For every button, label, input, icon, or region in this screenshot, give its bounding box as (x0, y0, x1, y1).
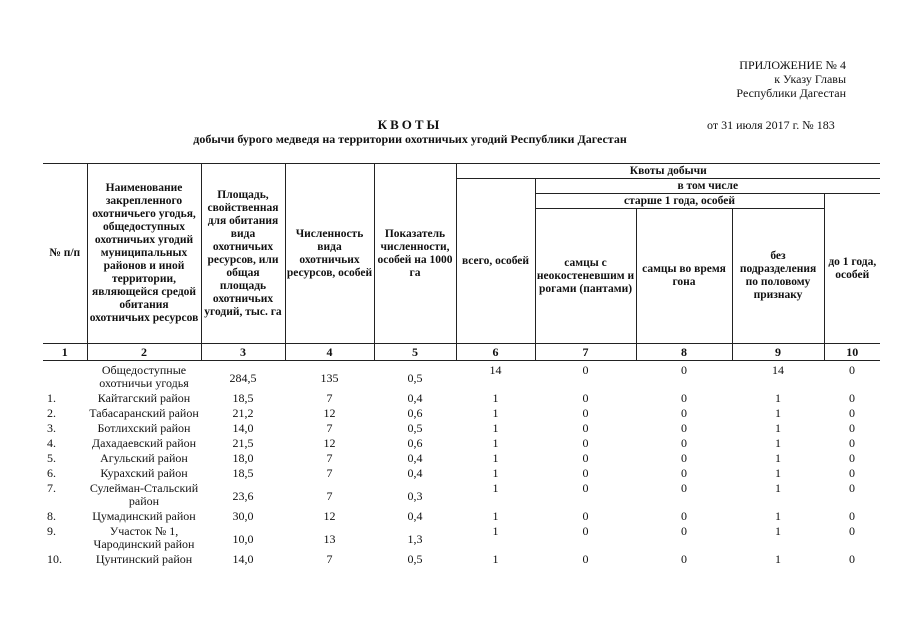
cell-total: 1 (492, 524, 499, 538)
cell-total: 1 (492, 466, 499, 480)
cell-density: 0,6 (407, 406, 423, 420)
cell-c7: 0 (582, 406, 589, 420)
table-row (43, 553, 880, 568)
title-sub: добычи бурого медведя на территории охотничьих угодий Республики Дагестан (193, 132, 627, 146)
table-row (43, 392, 880, 407)
table-row (43, 510, 880, 525)
cell-population: 135 (320, 370, 339, 385)
header-no-sex: без подразделения по половому признаку (732, 209, 824, 344)
cell-area: 21,2 (232, 406, 254, 420)
header-older-group: старше 1 года, особей (535, 194, 824, 209)
cell-num: 8. (47, 509, 56, 523)
header-density: Показатель численности, особей на 1000 га (374, 164, 456, 344)
cell-c10: 0 (849, 421, 856, 435)
col-number: 8 (636, 344, 732, 361)
cell-total: 1 (492, 391, 499, 405)
appendix-header (700, 58, 846, 100)
cell-c7: 0 (582, 481, 589, 495)
cell-c8: 0 (681, 509, 687, 523)
cell-c8: 0 (681, 406, 687, 420)
cell-c7: 0 (582, 436, 589, 450)
cell-density: 0,4 (407, 391, 423, 405)
cell-density: 0,6 (407, 436, 423, 450)
col-number: 1 (43, 344, 87, 361)
table-body (43, 361, 880, 569)
cell-total: 1 (492, 421, 499, 435)
cell-c9: 1 (775, 406, 781, 420)
cell-c8: 0 (681, 552, 687, 566)
cell-total: 1 (492, 481, 499, 495)
cell-population: 7 (326, 488, 333, 503)
table-row (43, 525, 880, 553)
header-quota-group: Квоты добычи (456, 164, 880, 179)
cell-name: Кайтагский район (97, 391, 191, 405)
cell-population: 7 (326, 466, 333, 480)
col-number: 10 (824, 344, 880, 361)
quota-table (43, 163, 880, 568)
cell-population: 7 (326, 391, 333, 405)
cell-c10: 0 (849, 552, 856, 566)
cell-c10: 0 (849, 481, 856, 495)
cell-c8: 0 (681, 391, 687, 405)
cell-population: 12 (323, 436, 336, 450)
cell-num: 4. (47, 436, 56, 450)
cell-c8: 0 (681, 421, 687, 435)
cell-population: 7 (326, 451, 333, 465)
cell-c8: 0 (681, 436, 687, 450)
table-row (43, 467, 880, 482)
cell-c10: 0 (849, 406, 856, 420)
cell-area: 10,0 (232, 531, 254, 546)
cell-c8: 0 (681, 524, 687, 538)
cell-num: 5. (47, 451, 56, 465)
col-number: 2 (87, 344, 201, 361)
cell-c10: 0 (849, 466, 856, 480)
cell-num: 3. (47, 421, 56, 435)
title-main: КВОТЫ (377, 117, 443, 132)
appendix-line: Республики Дагестан (736, 86, 846, 100)
cell-c10: 0 (849, 391, 856, 405)
header-males-antlers: самцы с неокостеневшим и рогами (пантами) (535, 209, 636, 344)
cell-c9: 1 (775, 509, 781, 523)
cell-c7: 0 (582, 509, 589, 523)
header-total: всего, особей (456, 179, 535, 344)
cell-c9: 1 (775, 481, 781, 495)
col-number: 7 (535, 344, 636, 361)
col-number: 9 (732, 344, 824, 361)
cell-c7: 0 (582, 421, 589, 435)
cell-num: 6. (47, 466, 56, 480)
cell-density: 0,5 (407, 370, 423, 385)
cell-num: 7. (47, 481, 56, 495)
cell-c7: 0 (582, 524, 589, 538)
cell-name: Ботлихский район (97, 421, 191, 435)
header-under1: до 1 года, особей (824, 194, 880, 344)
cell-total: 1 (492, 509, 499, 523)
cell-num: 10. (47, 552, 62, 566)
col-number: 3 (201, 344, 285, 361)
cell-c10: 0 (849, 436, 856, 450)
header-population: Численность вида охотничьих ресурсов, особей (285, 164, 374, 344)
cell-c7: 0 (582, 552, 589, 566)
cell-c9: 1 (775, 421, 781, 435)
cell-area: 14,0 (232, 552, 254, 566)
cell-density: 0,5 (407, 421, 423, 435)
cell-name: Табасаранский район (89, 406, 199, 420)
header-num: № п/п (43, 164, 87, 344)
cell-c9: 14 (772, 363, 784, 377)
header-name: Наименование закрепленного охотничьего угодья, общедоступных охотничьих угодий муниципальных районов и иной территории, являющейся средой обитания охотничьих ресурсов (87, 164, 201, 344)
cell-c10: 0 (849, 509, 856, 523)
cell-num: 1. (47, 391, 56, 405)
cell-c8: 0 (681, 466, 687, 480)
cell-c10: 0 (849, 363, 856, 377)
cell-name: Курахский район (100, 466, 188, 480)
cell-density: 1,3 (407, 531, 423, 546)
table-row (43, 422, 880, 437)
cell-num (43, 361, 87, 393)
cell-total: 1 (492, 552, 499, 566)
cell-c9: 1 (775, 391, 781, 405)
col-number: 6 (456, 344, 535, 361)
cell-c8: 0 (681, 481, 687, 495)
cell-population: 12 (323, 406, 336, 420)
table-row (43, 482, 880, 510)
cell-name: Дахадаевский район (91, 436, 197, 450)
cell-area: 23,6 (232, 488, 254, 503)
cell-area: 21,5 (232, 436, 254, 450)
cell-c7: 0 (582, 363, 589, 377)
col-number: 5 (374, 344, 456, 361)
cell-c7: 0 (582, 451, 589, 465)
cell-population: 12 (323, 509, 336, 523)
column-numbers-row (43, 344, 880, 361)
cell-c9: 1 (775, 451, 781, 465)
cell-area: 284,5 (229, 370, 257, 385)
cell-c9: 1 (775, 466, 781, 480)
cell-area: 30,0 (232, 509, 254, 523)
cell-total: 1 (492, 436, 499, 450)
cell-c9: 1 (775, 524, 781, 538)
cell-population: 7 (326, 421, 333, 435)
cell-name: Цунтинский район (95, 552, 193, 566)
cell-area: 18,0 (232, 451, 254, 465)
table-row (43, 407, 880, 422)
cell-c7: 0 (582, 466, 589, 480)
cell-c8: 0 (681, 363, 687, 377)
header-area: Площадь, свойственная для обитания вида охотничьих ресурсов, или общая площадь охотничьих угодий, тыс. га (201, 164, 285, 344)
cell-num: 2. (47, 406, 56, 420)
cell-c9: 1 (775, 436, 781, 450)
cell-c9: 1 (775, 552, 781, 566)
appendix-line: ПРИЛОЖЕНИЕ № 4 (739, 58, 846, 72)
cell-num: 9. (47, 524, 56, 538)
cell-c8: 0 (681, 451, 687, 465)
cell-name: Участок № 1, Чародинский район (93, 524, 195, 551)
header-males-rut: самцы во время гона (636, 209, 732, 344)
cell-area: 18,5 (232, 391, 254, 405)
cell-name: Общедоступные охотничьи угодья (99, 363, 189, 390)
table-row (43, 361, 880, 393)
cell-area: 18,5 (232, 466, 254, 480)
col-number: 4 (285, 344, 374, 361)
document-title (180, 117, 640, 147)
cell-total: 1 (492, 406, 499, 420)
cell-c10: 0 (849, 451, 856, 465)
header-incl: в том числе (535, 179, 880, 194)
cell-area: 14,0 (232, 421, 254, 435)
cell-total: 14 (489, 363, 502, 377)
cell-c10: 0 (849, 524, 856, 538)
cell-total: 1 (492, 451, 499, 465)
cell-name: Цумадинский район (92, 509, 196, 523)
cell-population: 7 (326, 552, 333, 566)
table-row (43, 437, 880, 452)
table-row (43, 452, 880, 467)
cell-name: Сулейман-Стальский район (89, 481, 199, 508)
decree-date: от 31 июля 2017 г. № 183 (707, 118, 835, 132)
cell-c7: 0 (582, 391, 589, 405)
cell-density: 0,4 (407, 509, 423, 523)
cell-density: 0,3 (407, 488, 423, 503)
cell-density: 0,5 (407, 552, 423, 566)
cell-density: 0,4 (407, 451, 423, 465)
cell-density: 0,4 (407, 466, 423, 480)
cell-name: Агульский район (100, 451, 188, 465)
cell-population: 13 (323, 531, 336, 546)
appendix-line: к Указу Главы (774, 72, 846, 86)
